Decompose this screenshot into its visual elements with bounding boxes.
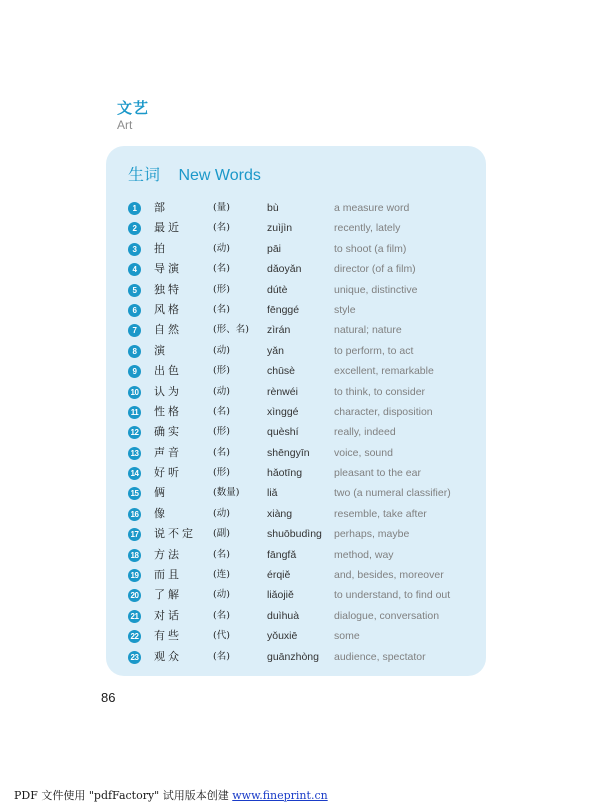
word-hanzi: 风格: [154, 302, 182, 316]
word-hanzi: 确实: [154, 425, 182, 439]
word-pinyin: fēnggé: [267, 303, 300, 316]
word-pinyin: liǎ: [267, 487, 278, 500]
word-row: [128, 382, 468, 402]
word-part-of-speech: (动): [213, 507, 230, 519]
word-meaning: really, indeed: [334, 426, 396, 439]
word-meaning: unique, distinctive: [334, 283, 418, 296]
panel-title: [128, 162, 261, 185]
word-pinyin: rènwéi: [267, 385, 298, 398]
word-hanzi: 独特: [154, 282, 182, 296]
word-part-of-speech: (形): [213, 426, 230, 438]
word-number-badge: 13: [128, 447, 141, 460]
word-pinyin: quèshí: [267, 426, 299, 439]
word-part-of-speech: (名): [213, 548, 230, 560]
word-hanzi: 自然: [154, 323, 182, 337]
word-meaning: recently, lately: [334, 222, 401, 235]
word-hanzi: 像: [154, 506, 168, 520]
word-meaning: pleasant to the ear: [334, 467, 421, 480]
footer-text: PDF 文件使用 "pdfFactory" 试用版本创建: [14, 789, 229, 802]
word-number-badge: 8: [128, 345, 141, 358]
word-part-of-speech: (名): [213, 446, 230, 458]
word-part-of-speech: (动): [213, 242, 230, 254]
word-part-of-speech: (动): [213, 385, 230, 397]
word-row: [128, 320, 468, 340]
word-hanzi: 认为: [154, 384, 182, 398]
word-pinyin: érqiě: [267, 569, 291, 582]
word-meaning: some: [334, 630, 360, 643]
word-meaning: voice, sound: [334, 446, 393, 459]
word-meaning: and, besides, moreover: [334, 569, 444, 582]
word-number-badge: 4: [128, 263, 141, 276]
word-meaning: method, way: [334, 548, 394, 561]
word-row: [128, 422, 468, 442]
word-hanzi: 好听: [154, 466, 182, 480]
word-row: [128, 259, 468, 279]
word-row: [128, 626, 468, 646]
word-hanzi: 有些: [154, 629, 182, 643]
panel-title-en: New Words: [178, 167, 261, 184]
word-row: [128, 565, 468, 585]
word-pinyin: chūsè: [267, 365, 296, 378]
word-number-badge: 2: [128, 222, 141, 235]
word-pinyin: bù: [267, 202, 279, 214]
word-meaning: perhaps, maybe: [334, 528, 410, 541]
word-part-of-speech: (形): [213, 365, 230, 377]
word-row: [128, 585, 468, 605]
word-part-of-speech: (量): [213, 202, 230, 213]
word-pinyin: hǎotīng: [267, 467, 303, 480]
word-row: [128, 647, 468, 667]
pdf-footer: [14, 787, 328, 803]
word-part-of-speech: (形、名): [213, 324, 249, 336]
word-row: [128, 239, 468, 259]
word-hanzi: 声音: [154, 445, 182, 459]
word-part-of-speech: (名): [213, 263, 230, 275]
word-part-of-speech: (动): [213, 589, 230, 601]
word-number-badge: 11: [128, 406, 141, 419]
word-row: [128, 341, 468, 361]
word-pinyin: dǎoyǎn: [267, 263, 302, 276]
word-hanzi: 观众: [154, 649, 182, 663]
word-row: [128, 463, 468, 483]
word-number-badge: 5: [128, 284, 141, 297]
word-row: [128, 361, 468, 381]
word-meaning: to think, to consider: [334, 385, 426, 398]
word-row: [128, 545, 468, 565]
word-hanzi: 了解: [154, 588, 182, 602]
word-row: [128, 504, 468, 524]
word-row: [128, 606, 468, 626]
word-part-of-speech: (形): [213, 467, 230, 479]
word-number-badge: 6: [128, 304, 141, 317]
word-pinyin: yǒuxiē: [267, 630, 298, 643]
word-meaning: dialogue, conversation: [334, 609, 440, 622]
word-meaning: natural; nature: [334, 324, 402, 337]
word-number-badge: 16: [128, 508, 141, 521]
word-number-badge: 18: [128, 549, 141, 562]
panel-title-zh: 生词: [128, 165, 161, 184]
word-part-of-speech: (副): [213, 528, 230, 540]
word-meaning: to shoot (a film): [334, 242, 407, 255]
section-title: 文艺: [117, 99, 150, 117]
word-number-badge: 21: [128, 610, 141, 623]
word-hanzi: 说不定: [154, 527, 196, 541]
word-part-of-speech: (名): [213, 405, 230, 417]
word-part-of-speech: (代): [213, 630, 230, 642]
word-row: [128, 300, 468, 320]
word-meaning: to understand, to find out: [334, 589, 451, 602]
word-number-badge: 10: [128, 386, 141, 399]
word-number-badge: 20: [128, 589, 141, 602]
word-pinyin: xìnggé: [267, 405, 299, 418]
word-list: [128, 198, 468, 667]
word-part-of-speech: (名): [213, 303, 230, 315]
word-part-of-speech: (数量): [213, 487, 240, 499]
word-number-badge: 17: [128, 528, 141, 541]
word-meaning: audience, spectator: [334, 650, 426, 663]
page-number: 86: [101, 690, 116, 705]
word-hanzi: 方法: [154, 547, 182, 561]
footer-link[interactable]: www.fineprint.cn: [232, 789, 328, 802]
word-pinyin: zìrán: [267, 324, 291, 337]
word-hanzi: 导演: [154, 262, 182, 276]
word-hanzi: 对话: [154, 608, 182, 622]
word-row: [128, 402, 468, 422]
word-part-of-speech: (形): [213, 283, 230, 295]
word-part-of-speech: (动): [213, 344, 230, 356]
word-pinyin: yǎn: [267, 344, 284, 357]
word-row: [128, 483, 468, 503]
word-row: [128, 524, 468, 544]
word-pinyin: pāi: [267, 242, 282, 255]
word-hanzi: 出色: [154, 364, 182, 378]
word-meaning: style: [334, 303, 356, 316]
word-number-badge: 23: [128, 651, 141, 664]
word-pinyin: dútè: [267, 283, 288, 296]
word-number-badge: 9: [128, 365, 141, 378]
word-pinyin: fāngfǎ: [267, 548, 297, 561]
word-number-badge: 22: [128, 630, 141, 643]
word-hanzi: 部: [154, 201, 168, 214]
word-number-badge: 1: [128, 202, 141, 215]
word-meaning: two (a numeral classifier): [334, 487, 451, 500]
word-hanzi: 而且: [154, 568, 182, 582]
word-meaning: director (of a film): [334, 263, 416, 276]
word-pinyin: zuìjìn: [267, 222, 293, 235]
word-row: [128, 280, 468, 300]
word-hanzi: 拍: [154, 241, 168, 255]
word-hanzi: 最近: [154, 221, 182, 235]
word-part-of-speech: (名): [213, 609, 230, 621]
word-pinyin: shēngyīn: [267, 446, 310, 459]
word-hanzi: 演: [154, 343, 168, 357]
word-part-of-speech: (名): [213, 222, 230, 234]
word-hanzi: 性格: [154, 404, 182, 418]
word-pinyin: xiàng: [267, 507, 293, 520]
word-number-badge: 3: [128, 243, 141, 256]
word-number-badge: 12: [128, 426, 141, 439]
word-pinyin: shuōbudìng: [267, 528, 322, 541]
word-number-badge: 7: [128, 324, 141, 337]
word-row: [128, 443, 468, 463]
word-meaning: excellent, remarkable: [334, 365, 434, 378]
word-part-of-speech: (连): [213, 569, 230, 581]
word-meaning: to perform, to act: [334, 344, 414, 357]
word-part-of-speech: (名): [213, 650, 230, 662]
word-number-badge: 19: [128, 569, 141, 582]
word-pinyin: duìhuà: [267, 609, 300, 622]
word-hanzi: 俩: [154, 486, 168, 500]
word-pinyin: liǎojiě: [267, 589, 294, 602]
word-row: [128, 218, 468, 238]
word-pinyin: guānzhòng: [267, 650, 319, 663]
word-meaning: character, disposition: [334, 405, 433, 418]
word-meaning: resemble, take after: [334, 507, 427, 520]
section-subtitle: Art: [117, 118, 133, 132]
word-row: [128, 198, 468, 218]
word-number-badge: 15: [128, 487, 141, 500]
word-number-badge: 14: [128, 467, 141, 480]
word-meaning: a measure word: [334, 202, 410, 214]
